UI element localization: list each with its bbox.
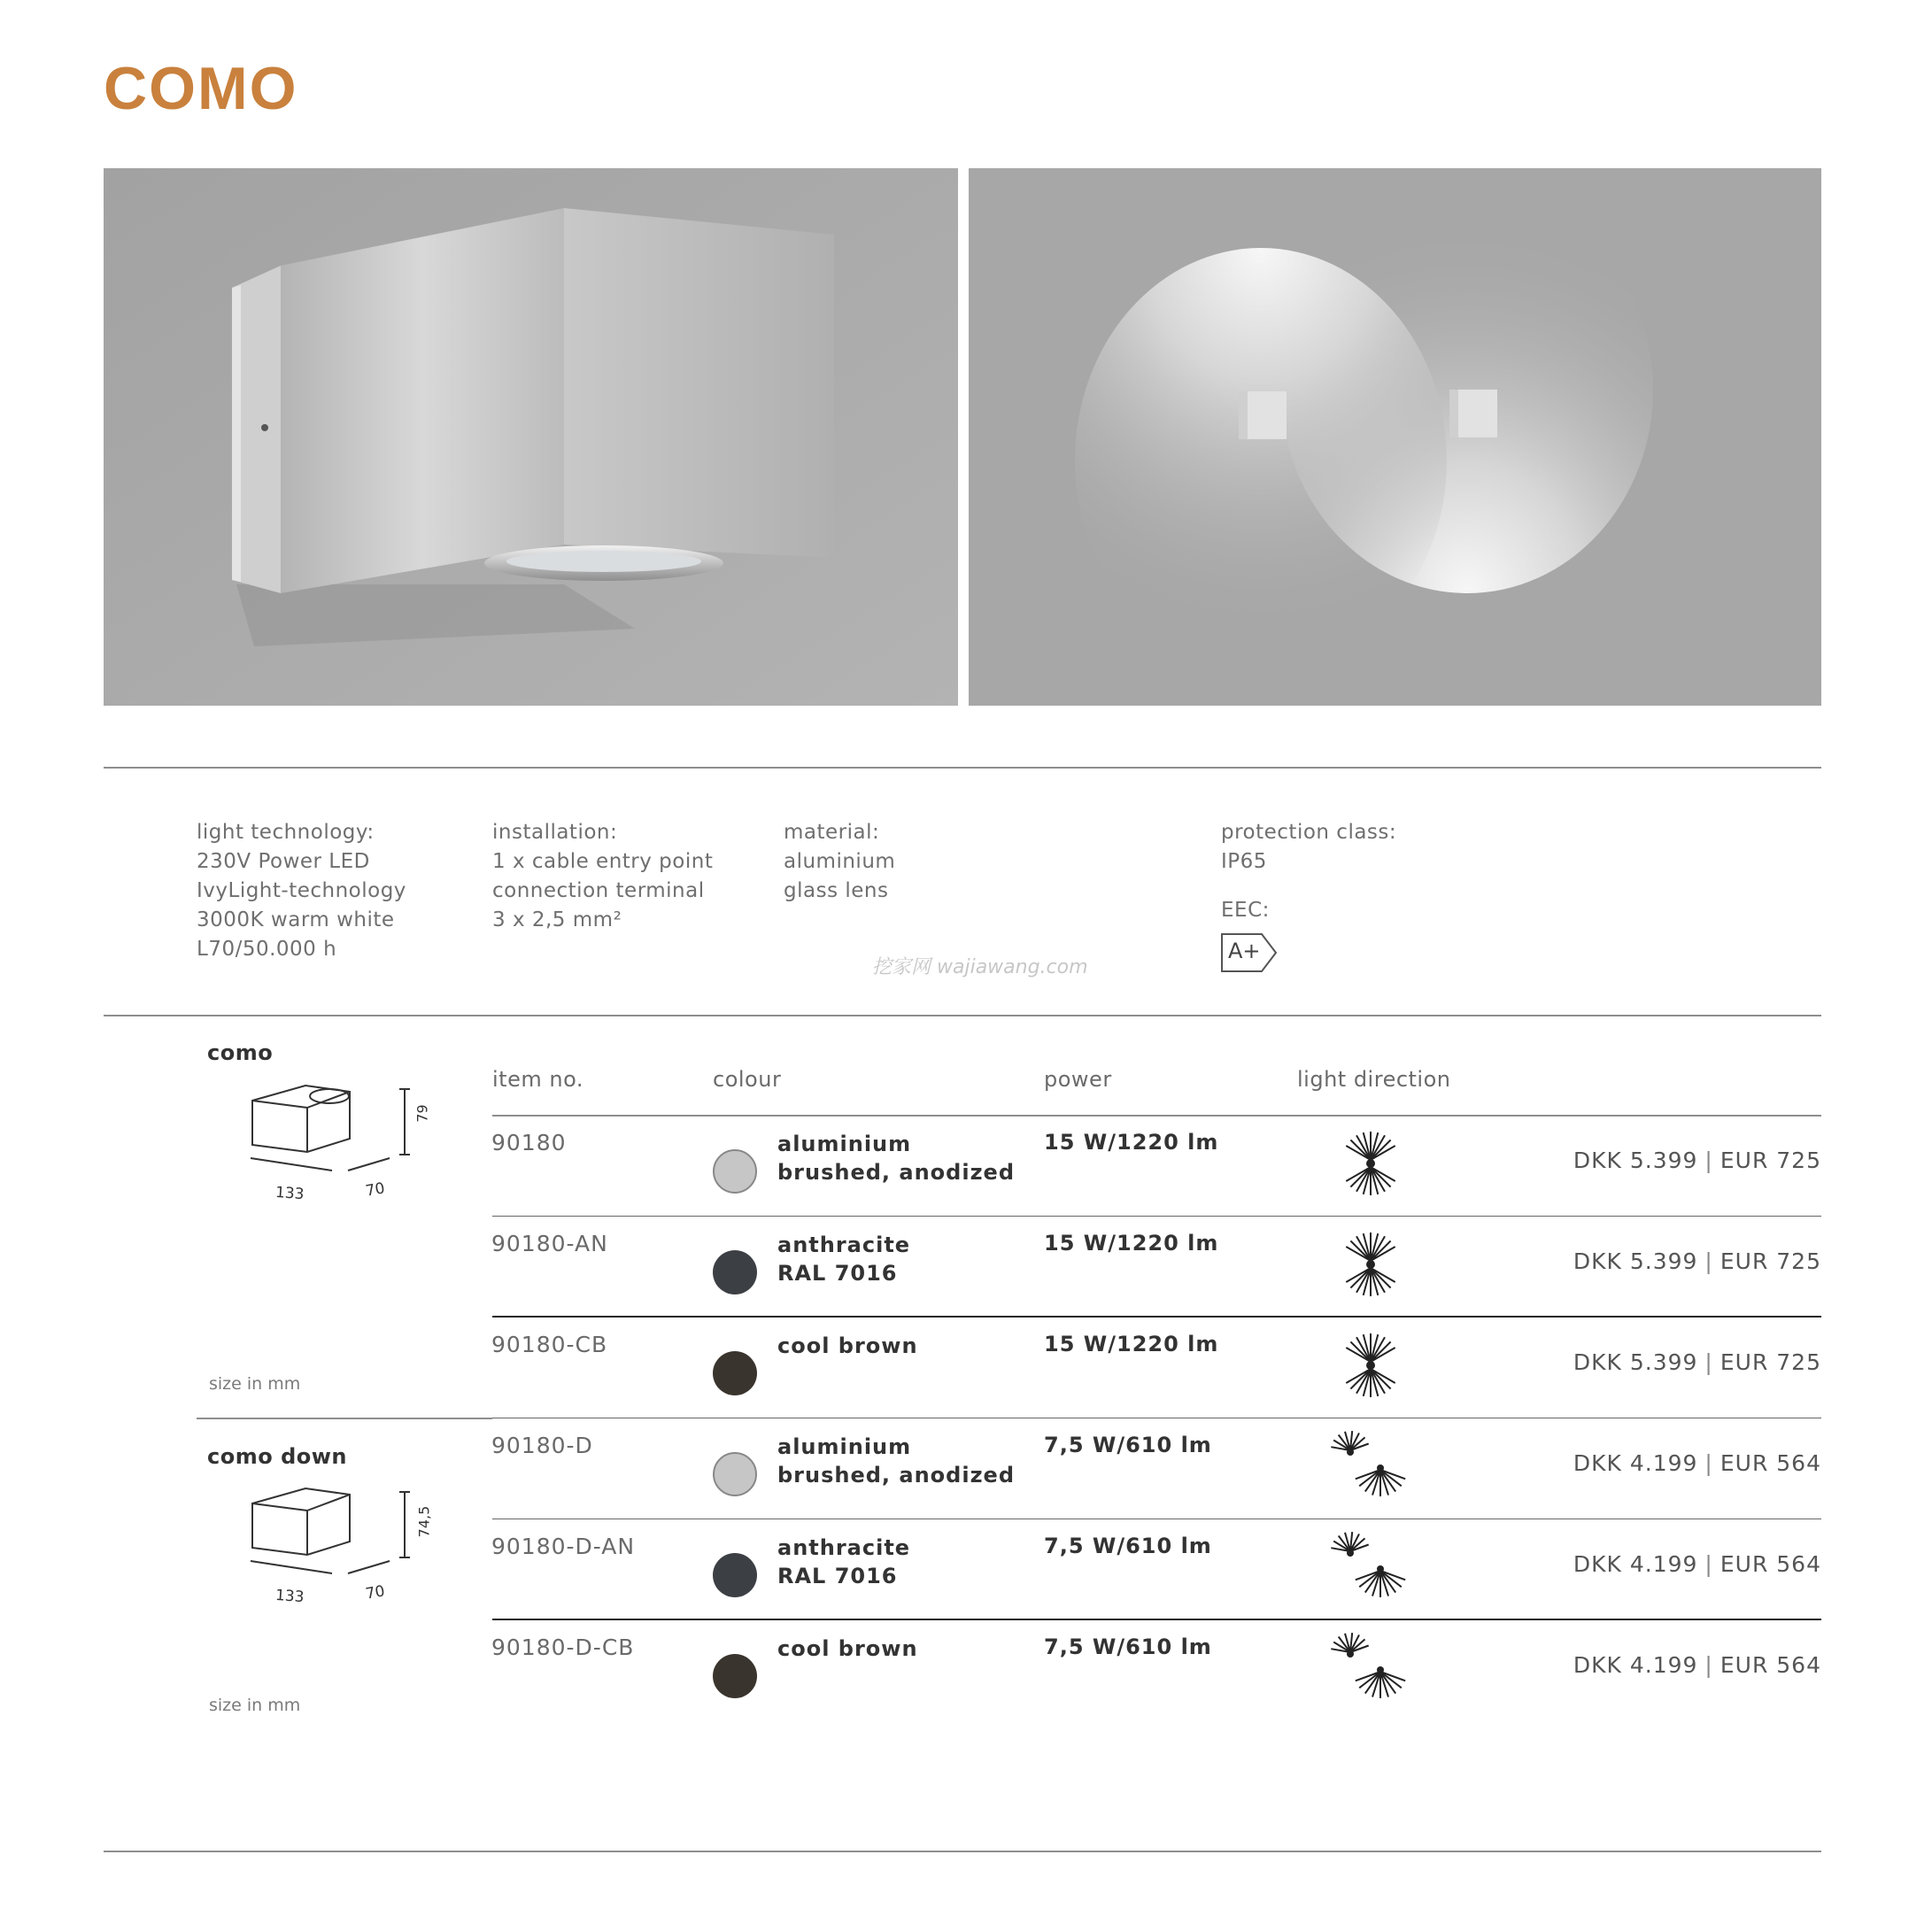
- table-row: [0, 1318, 1932, 1418]
- size-note: size in mm: [209, 1696, 301, 1715]
- item-number: 90180-D-AN: [491, 1534, 636, 1559]
- price: DKK 5.399 | EUR 725: [1573, 1248, 1821, 1274]
- spec-label: protection class:: [1221, 821, 1397, 844]
- light-direction-icon: [1331, 1532, 1410, 1606]
- energy-class-badge: A+: [1221, 933, 1278, 976]
- power-value: 15 W/1220 lm: [1044, 1231, 1219, 1256]
- colour-swatch: [713, 1452, 757, 1496]
- power-value: 7,5 W/610 lm: [1044, 1433, 1212, 1457]
- divider-bottom: [104, 1851, 1821, 1852]
- colour-swatch: [713, 1351, 757, 1395]
- spec-label: light technology:: [197, 821, 375, 844]
- table-row: [0, 1217, 1932, 1318]
- table-row: [0, 1519, 1932, 1620]
- price: DKK 4.199 | EUR 564: [1573, 1652, 1821, 1678]
- spec-protection: protection class: IP65 EEC:: [1221, 818, 1396, 925]
- power-value: 7,5 W/610 lm: [1044, 1534, 1212, 1558]
- price: DKK 4.199 | EUR 564: [1573, 1450, 1821, 1476]
- watermark: 挖家网 wajiawang.com: [872, 956, 1088, 978]
- item-number: 90180-D-CB: [491, 1634, 635, 1660]
- table-row: [0, 1620, 1932, 1721]
- colour-swatch: [713, 1654, 757, 1698]
- table-row: [0, 1418, 1932, 1519]
- light-direction-icon: [1331, 1229, 1410, 1303]
- spec-installation: installation: 1 x cable entry point connection terminal 3 x 2,5 mm²: [492, 818, 713, 935]
- item-number: 90180-CB: [491, 1332, 608, 1357]
- power-value: 7,5 W/610 lm: [1044, 1634, 1212, 1659]
- light-direction-icon: [1331, 1431, 1410, 1505]
- size-note: size in mm: [209, 1374, 301, 1394]
- price: DKK 5.399 | EUR 725: [1573, 1349, 1821, 1375]
- group-title-como: como: [207, 1040, 274, 1065]
- column-header-direction: light direction: [1297, 1067, 1451, 1092]
- divider-middle: [104, 1015, 1821, 1016]
- spec-material: material: aluminium glass lens: [784, 818, 895, 906]
- divider-top: [104, 767, 1821, 769]
- light-direction-icon: [1331, 1128, 1410, 1202]
- item-number: 90180-D: [491, 1433, 593, 1458]
- colour-swatch: [713, 1149, 757, 1194]
- colour-name: cool brown: [777, 1333, 918, 1358]
- spec-label: installation:: [492, 821, 618, 844]
- item-number: 90180-AN: [491, 1231, 608, 1256]
- dimension-drawing-como-down: 74,5 133 70: [243, 1481, 447, 1618]
- spec-light-technology: light technology: 230V Power LED IvyLight-technology 3000K warm white L70/50.000 h: [197, 818, 406, 964]
- power-value: 15 W/1220 lm: [1044, 1130, 1219, 1155]
- item-number: 90180: [491, 1130, 567, 1155]
- colour-name: anthracite RAL 7016: [777, 1535, 911, 1588]
- light-direction-icon: [1331, 1330, 1410, 1404]
- product-photo: [104, 168, 958, 706]
- colour-name: cool brown: [777, 1636, 918, 1661]
- price: DKK 4.199 | EUR 564: [1573, 1551, 1821, 1577]
- colour-swatch: [713, 1250, 757, 1294]
- page-title: COMO: [104, 55, 298, 122]
- light-direction-icon: [1331, 1633, 1410, 1707]
- colour-name: aluminium brushed, anodized: [777, 1132, 1016, 1185]
- column-header-item: item no.: [492, 1067, 583, 1092]
- spec-label: material:: [784, 821, 880, 844]
- colour-name: aluminium brushed, anodized: [777, 1434, 1016, 1488]
- colour-name: anthracite RAL 7016: [777, 1233, 911, 1286]
- colour-swatch: [713, 1553, 757, 1597]
- power-value: 15 W/1220 lm: [1044, 1332, 1219, 1356]
- column-header-colour: colour: [713, 1067, 782, 1092]
- price: DKK 5.399 | EUR 725: [1573, 1148, 1821, 1173]
- installation-photo: [969, 168, 1821, 706]
- group-title-como-down: como down: [207, 1444, 347, 1469]
- table-row: [0, 1116, 1932, 1217]
- dimension-drawing-como: 79 133 70: [243, 1078, 447, 1215]
- column-header-power: power: [1044, 1067, 1112, 1092]
